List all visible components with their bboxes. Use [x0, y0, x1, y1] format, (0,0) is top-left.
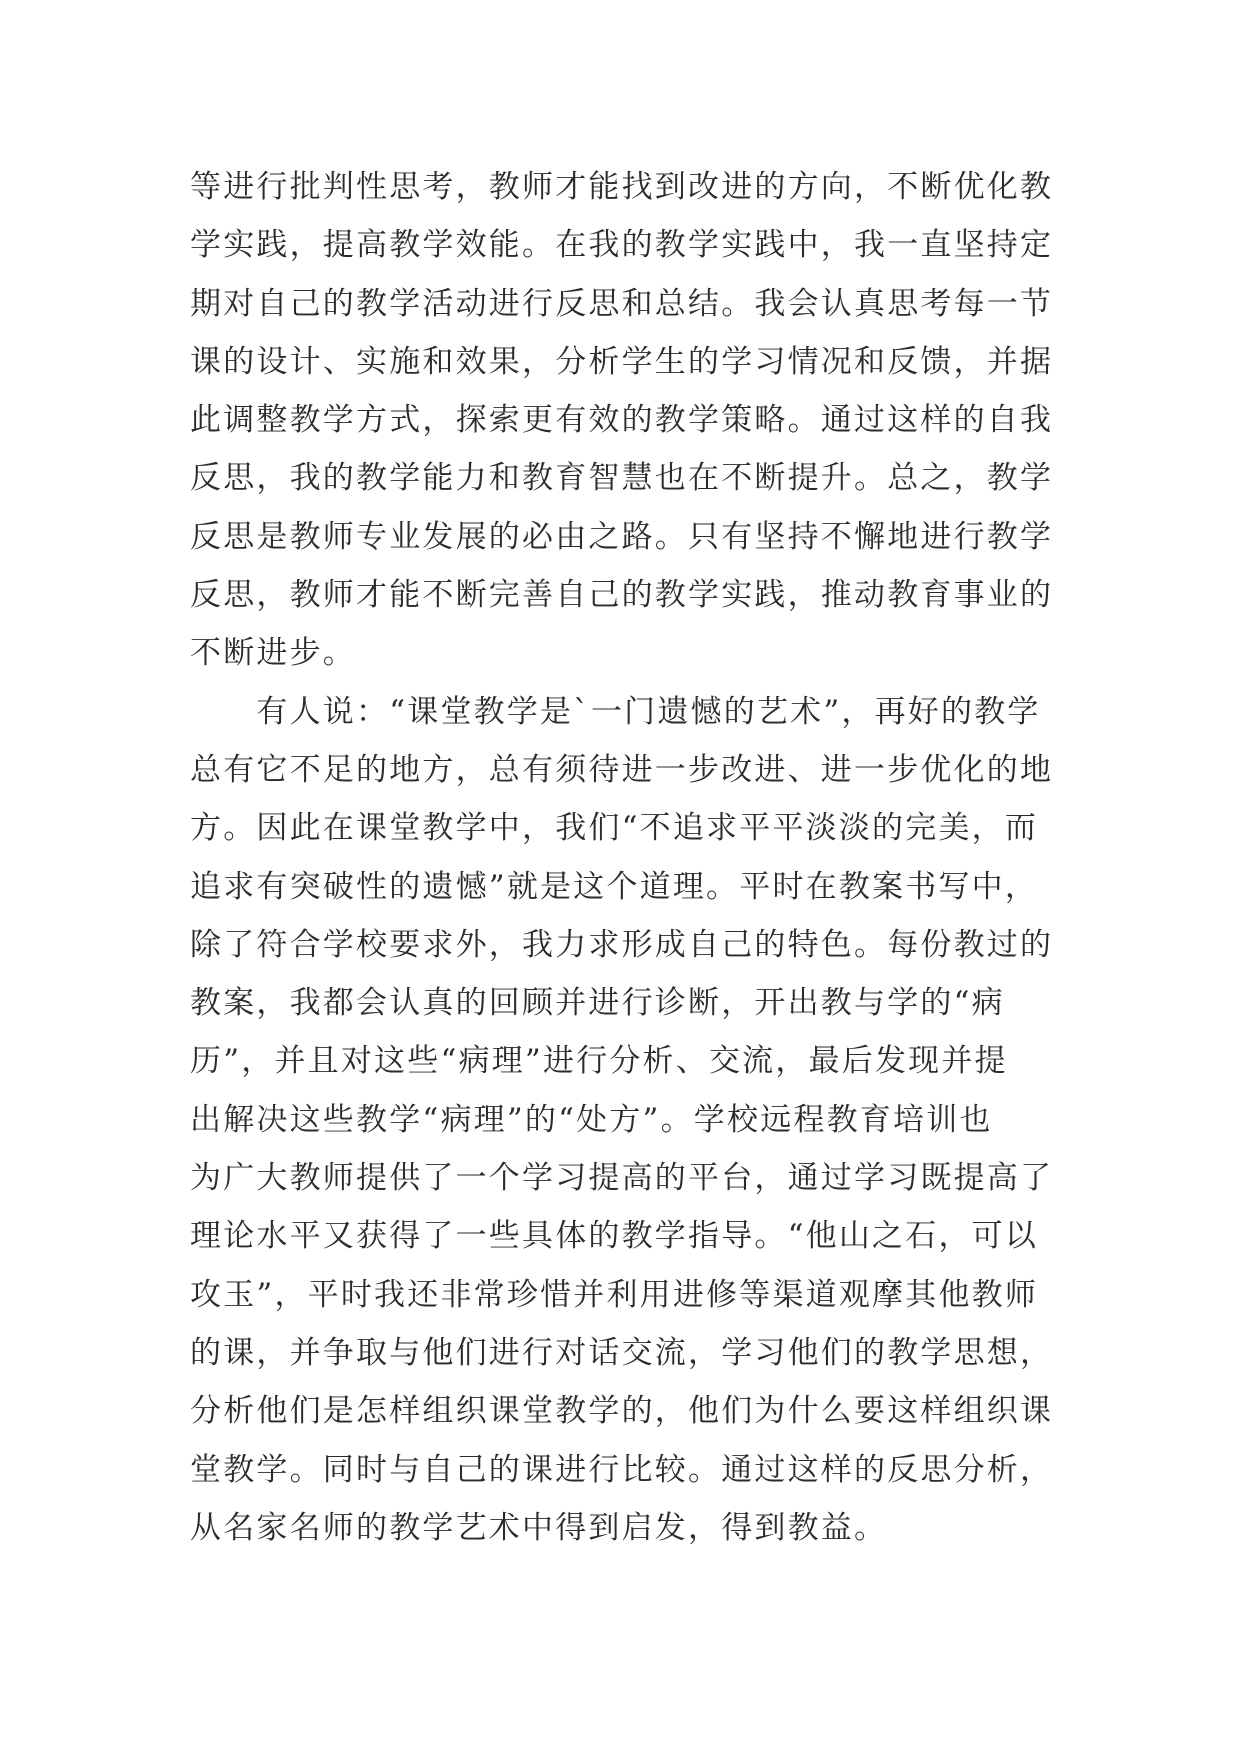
text-line: 除了符合学校要求外，我力求形成自己的特色。每份教过的	[190, 926, 1054, 963]
text-line: 历”，并且对这些“病理”进行分析、交流，最后发现并提	[190, 1043, 1008, 1080]
text-line: 追求有突破性的遗憾”就是这个道理。平时在教案书写中，	[190, 868, 1039, 905]
text-line: 不断进步。	[190, 635, 356, 672]
text-line: 理论水平又获得了一些具体的教学指导。“他山之石，可以	[190, 1218, 1039, 1255]
text-line: 分析他们是怎样组织课堂教学的，他们为什么要这样组织课	[190, 1393, 1054, 1430]
text-line: 攻玉”，平时我还非常珍惜并利用进修等渠道观摩其他教师	[190, 1276, 1039, 1313]
text-line: 反思是教师专业发展的必由之路。只有坚持不懈地进行教学	[190, 518, 1054, 555]
text-line: 等进行批判性思考，教师才能找到改进的方向，不断优化教	[190, 169, 1054, 205]
paragraph-1	[190, 158, 1070, 683]
text-line: 反思，教师才能不断完善自己的教学实践，推动教育事业的	[190, 577, 1054, 614]
text-line: 学实践，提高教学效能。在我的教学实践中，我一直坚持定	[190, 227, 1054, 264]
paragraph-2	[190, 683, 1070, 1557]
text-line: 期对自己的教学活动进行反思和总结。我会认真思考每一节	[190, 285, 1054, 322]
document-body	[190, 158, 1070, 1557]
text-line: 总有它不足的地方，总有须待进一步改进、进一步优化的地	[190, 751, 1054, 788]
text-line: 教案，我都会认真的回顾并进行诊断，开出教与学的“病	[190, 985, 1005, 1022]
text-line: 有人说：“课堂教学是`一门遗憾的艺术”，再好的教学	[190, 693, 1041, 730]
text-line: 课的设计、实施和效果，分析学生的学习情况和反馈，并据	[190, 343, 1054, 380]
text-line: 为广大教师提供了一个学习提高的平台，通过学习既提高了	[190, 1160, 1054, 1197]
text-line: 从名家名师的教学艺术中得到启发，得到教益。	[190, 1509, 888, 1546]
text-line: 此调整教学方式，探索更有效的教学策略。通过这样的自我	[190, 402, 1054, 439]
text-line: 的课，并争取与他们进行对话交流，学习他们的教学思想，	[190, 1334, 1054, 1371]
text-line: 出解决这些教学“病理”的“处方”。学校远程教育培训也	[190, 1101, 993, 1138]
text-line: 堂教学。同时与自己的课进行比较。通过这样的反思分析，	[190, 1451, 1054, 1488]
text-line: 反思，我的教学能力和教育智慧也在不断提升。总之，教学	[190, 460, 1054, 497]
text-line: 方。因此在课堂教学中，我们“不追求平平淡淡的完美，而	[190, 810, 1039, 847]
